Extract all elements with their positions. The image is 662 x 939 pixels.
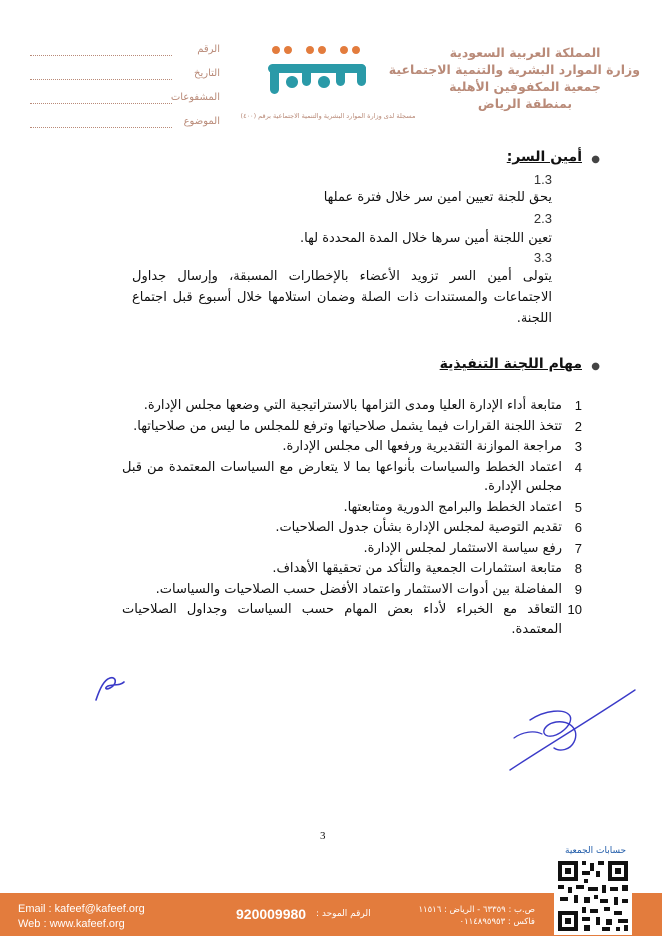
org-line-region: بمنطقة الرياض [477, 96, 573, 111]
field-subject[interactable] [30, 116, 220, 134]
footer-email[interactable]: Email : kafeef@kafeef.org [18, 903, 145, 915]
dotted-line [30, 79, 172, 80]
handwritten-initial-mark [90, 672, 130, 706]
footer-hotline-number[interactable]: 920009980 [236, 906, 307, 922]
item-text: تتخذ اللجنة القرارات فيما يشمل صلاحياتها وترفع للمجلس ما ليس من صلاحياتها. [133, 418, 562, 434]
footer-address [415, 904, 535, 928]
item-number: 8 [574, 561, 582, 576]
item-text: تقديم التوصية لمجلس الإدارة بشأن جدول الصلاحيات. [275, 520, 562, 535]
footer-pobox: ص.ب : ٦٣٣٥٩ - الرياض : ١١٥١٦ [418, 905, 535, 915]
qr-code-icon[interactable] [554, 857, 632, 935]
list-item [122, 396, 582, 416]
list-item [122, 498, 582, 518]
list-item [122, 518, 582, 538]
item-text: المفاضلة بين أدوات الاستثمار واعتماد الأفضل حسب الصلاحيات والسياسات. [155, 581, 562, 597]
item-text: اعتماد الخطط والسياسات بأنواعها بما لا يتعارض مع السياسات المعتمدة من قبل مجلس الإدارة. [122, 459, 562, 494]
page-number: 3 [320, 830, 326, 842]
secretary-item-text: يحق للجنة تعيين امين سر خلال فترة عملها [323, 190, 552, 205]
dotted-line [30, 103, 172, 104]
item-number: 9 [574, 581, 582, 597]
item-number: 1 [574, 398, 582, 413]
list-item [122, 417, 582, 437]
footer-website[interactable]: Web : www.kafeef.org [18, 918, 125, 930]
item-number: 3 [574, 439, 582, 454]
footer-hotline-label: الرقم الموحد : [316, 909, 371, 919]
bullet-icon: ● [591, 154, 600, 165]
item-text: رفع سياسة الاستثمار لمجلس الإدارة. [363, 540, 562, 556]
list-item [122, 437, 582, 457]
dotted-line [30, 127, 172, 128]
item-number: 6 [574, 520, 582, 535]
field-date[interactable] [30, 68, 220, 86]
logo-caption: مسجلة لدى وزارة الموارد البشرية والتنمية الاجتماعية برقم (٤٠٠) [240, 112, 416, 120]
item-number: 7 [574, 540, 582, 556]
item-text: اعتماد الخطط والبرامج الدورية ومتابعتها. [343, 499, 562, 515]
field-attachments[interactable] [30, 92, 220, 110]
item-number: 4 [574, 459, 582, 475]
org-line-country: المملكة العربية السعودية [449, 45, 601, 60]
footer-fax: فاكس : ٠١١٤٨٩٥٩٥٣ [459, 917, 535, 927]
list-item [122, 539, 582, 559]
item-text: متابعة أداء الإدارة العليا ومدى التزامها بالاستراتيجية التي وضعها مجلس الإدارة. [143, 398, 562, 413]
field-reference-number[interactable] [30, 44, 220, 62]
secretary-item-text: يتولى أمين السر تزويد الأعضاء بالإخطارات المسبقة، وإرسال جداول الاجتماعات والمستندات ذات الصلة وضمان استلامها خلال أسبوع قبل اجتماع اللجنة. [132, 269, 552, 326]
secretary-section-title: أمين السر: [506, 149, 582, 165]
item-text: التعاقد مع الخبراء لأداء بعض المهام حسب السياسات وجداول الصلاحيات المعتمدة. [122, 602, 562, 637]
list-item [122, 559, 582, 579]
organization-header [388, 44, 640, 112]
item-number: 1.3 [533, 172, 552, 187]
item-number: 3.3 [533, 250, 552, 265]
secretary-item-text: تعين اللجنة أمين سرها خلال المدة المحددة لها. [300, 231, 552, 246]
dotted-line [30, 55, 172, 56]
item-number: 2.3 [533, 211, 552, 226]
executive-tasks-list [122, 396, 582, 640]
field-label: الرقم [197, 44, 220, 55]
item-text: متابعة استثمارات الجمعية والتأكد من تحقيقها الأهداف. [272, 561, 562, 576]
list-item [122, 458, 582, 497]
item-text: مراجعة الموازنة التقديرية ورفعها الى مجلس الإدارة. [282, 439, 562, 454]
bullet-icon: ● [591, 361, 600, 372]
item-number: 10 [567, 602, 582, 617]
list-item [122, 600, 582, 639]
kafeef-logo [262, 42, 372, 102]
qr-label: حسابات الجمعية [565, 846, 627, 856]
item-number: 2 [574, 418, 582, 434]
item-number: 5 [574, 499, 582, 515]
field-label: التاريخ [194, 68, 220, 79]
org-line-ministry: وزارة الموارد البشرية والتنمية الاجتماعية [388, 62, 640, 77]
executive-section-title: مهام اللجنة التنفيذية [439, 356, 582, 372]
field-label: المشفوعات [170, 92, 220, 103]
field-label: الموضوع [183, 116, 220, 127]
org-line-association: جمعية المكفوفين الأهلية [449, 79, 601, 94]
list-item [122, 580, 582, 600]
handwritten-signature [470, 680, 650, 780]
